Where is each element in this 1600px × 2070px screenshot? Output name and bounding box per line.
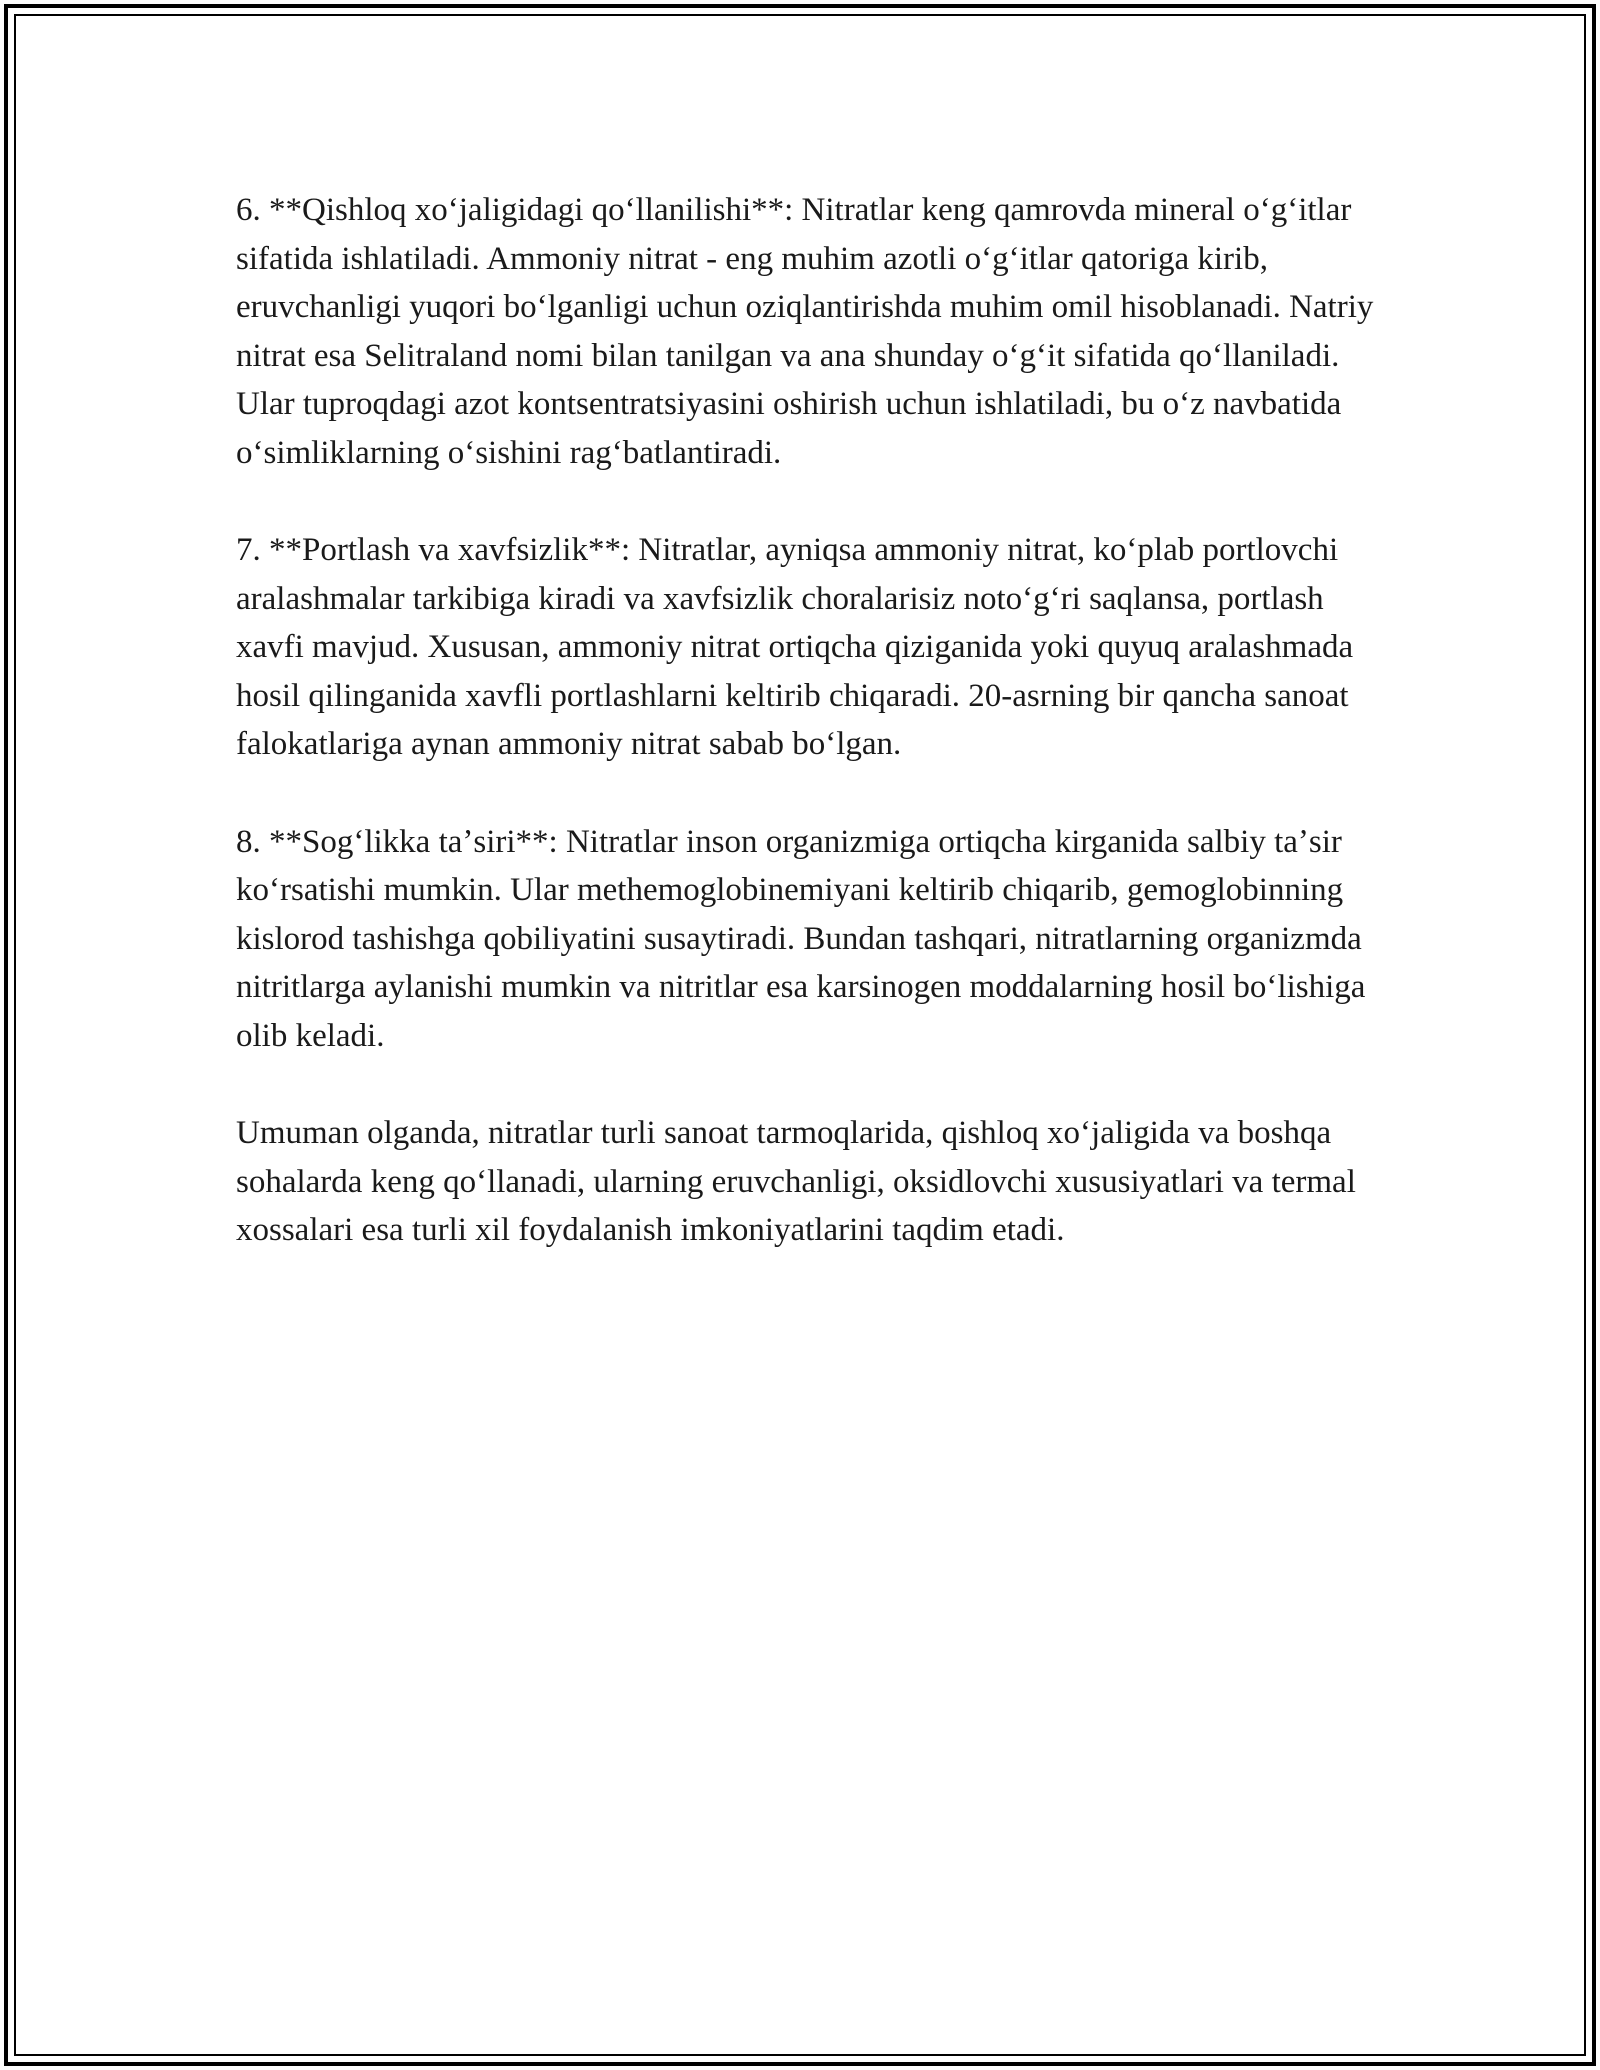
paragraph-agriculture: 6. **Qishloq xoʻjaligidagi qoʻllanilishi**: Nitratlar keng qamrovda mineral oʻgʻitlar sifatida ishlatiladi. Ammoniy nitrat - eng muhim azotli oʻgʻitlar qatoriga kirib, eruvchanligi yuqori boʻlganligi uchun oziqlantirishda muhim omil hisoblanadi. Natriy nitrat esa Selitraland nomi bilan tanilgan va ana shunday oʻgʻit sifatida qoʻllaniladi. Ular tuproqdagi azot kontsentratsiyasini oshirish uchun ishlatiladi, bu oʻz navbatida oʻsimliklarning oʻsishini ragʻbatlantiradi.: [236, 192, 1374, 471]
document-body: [236, 186, 1386, 1304]
paragraph-conclusion: Umuman olganda, nitratlar turli sanoat tarmoqlarida, qishloq xoʻjaligida va boshqa sohalarda keng qoʻllanadi, ularning eruvchanligi, oksidlovchi xususiyatlari va termal xossalari esa turli xil foydalanish imkoniyatlarini taqdim etadi.: [236, 1115, 1356, 1248]
paragraph-health-effects: 8. **Sogʻlikka taʼsiri**: Nitratlar inson organizmiga ortiqcha kirganida salbiy taʼsir koʻrsatishi mumkin. Ular methemoglobinemiyani keltirib chiqarib, gemoglobinning kislorod tashishga qobiliyatini susaytiradi. Bundan tashqari, nitratlarning organizmda nitritlarga aylanishi mumkin va nitritlar esa karsinogen moddalarning hosil boʻlishiga olib keladi.: [236, 823, 1366, 1054]
paragraph-explosion-safety: 7. **Portlash va xavfsizlik**: Nitratlar, ayniqsa ammoniy nitrat, koʻplab portlovchi aralashmalar tarkibiga kiradi va xavfsizlik choralarisiz notoʻgʻri saqlansa, portlash xavfi mavjud. Xususan, ammoniy nitrat ortiqcha qiziganida yoki quyuq aralashmada hosil qilinganida xavfli portlashlarni keltirib chiqaradi. 20-asrning bir qancha sanoat falokatlariga aynan ammoniy nitrat sabab boʻlgan.: [236, 532, 1354, 762]
